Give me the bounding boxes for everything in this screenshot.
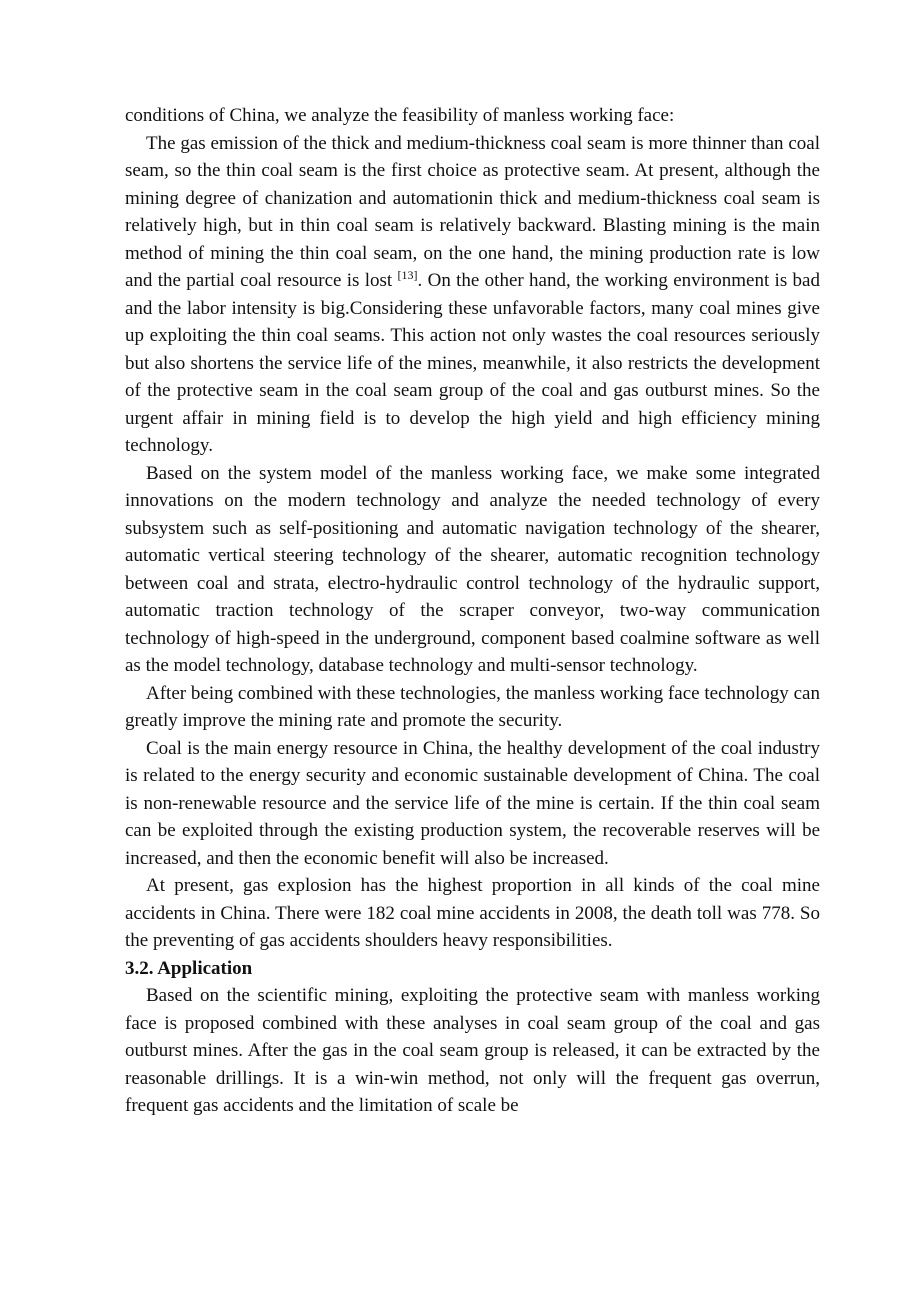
document-page (125, 102, 820, 1120)
paragraph-gas-explosion: At present, gas explosion has the highest proportion in all kinds of the coal mine accidents in China. There were 182 coal mine accidents in 2008, the death toll was 778. So the preventing of gas accidents shoulders heavy responsibilities. (125, 875, 820, 951)
citation-reference: [13] (397, 268, 418, 282)
section-heading: 3.2. Application (125, 957, 253, 979)
paragraph-thin-seam (125, 130, 820, 460)
paragraph-text: . On the other hand, the working environment is bad and the labor intensity is big.Considering these unfavorable factors, many coal mines give up exploiting the thin coal seams. This action not only wastes the coal resources seriously but also shortens the service life of the mines, meanwhile, it also restricts the development of the protective seam in the coal seam group of the coal and gas outburst mines. So the urgent affair in mining field is to develop the high yield and high efficiency mining technology. (125, 270, 820, 456)
paragraph-coal-energy: Coal is the main energy resource in China, the healthy development of the coal industry is related to the energy security and economic sustainable development of China. The coal is non-renewable resource and the service life of the mine is certain. If the thin coal seam can be exploited through the existing production system, the recoverable reserves will be increased, and then the economic benefit will also be increased. (125, 737, 820, 869)
paragraph-continuation: conditions of China, we analyze the feasibility of manless working face: (125, 105, 675, 126)
paragraph-system-model: Based on the system model of the manless working face, we make some integrated innovations on the modern technology and analyze the needed technology of every subsystem such as self-positioning and automatic navigation technology of the shearer, automatic vertical steering technology of the shearer, automatic recognition technology between coal and strata, electro-hydraulic control technology of the hydraulic support, automatic traction technology of the scraper conveyor, two-way communication technology of high-speed in the underground, component based coalmine software as well as the model technology, database technology and multi-sensor technology. (125, 462, 820, 676)
paragraph-text: The gas emission of the thick and medium-thickness coal seam is more thinner than coal seam, so the thin coal seam is the first choice as protective seam. At present, although the mining degree of chanization and automationin thick and medium-thickness coal seam is relatively high, but in thin coal seam is relatively backward. Blasting mining is the main method of mining the thin coal seam, on the one hand, the mining production rate is low and the partial coal resource is lost (125, 132, 820, 291)
paragraph-combined-tech: After being combined with these technologies, the manless working face technology can greatly improve the mining rate and promote the security. (125, 682, 820, 731)
paragraph-application: Based on the scientific mining, exploiting the protective seam with manless working face is proposed combined with these analyses in coal seam group of the coal and gas outburst mines. After the gas in the coal seam group is released, it can be extracted by the reasonable drillings. It is a win-win method, not only will the frequent gas overrun, frequent gas accidents and the limitation of scale be (125, 985, 820, 1116)
